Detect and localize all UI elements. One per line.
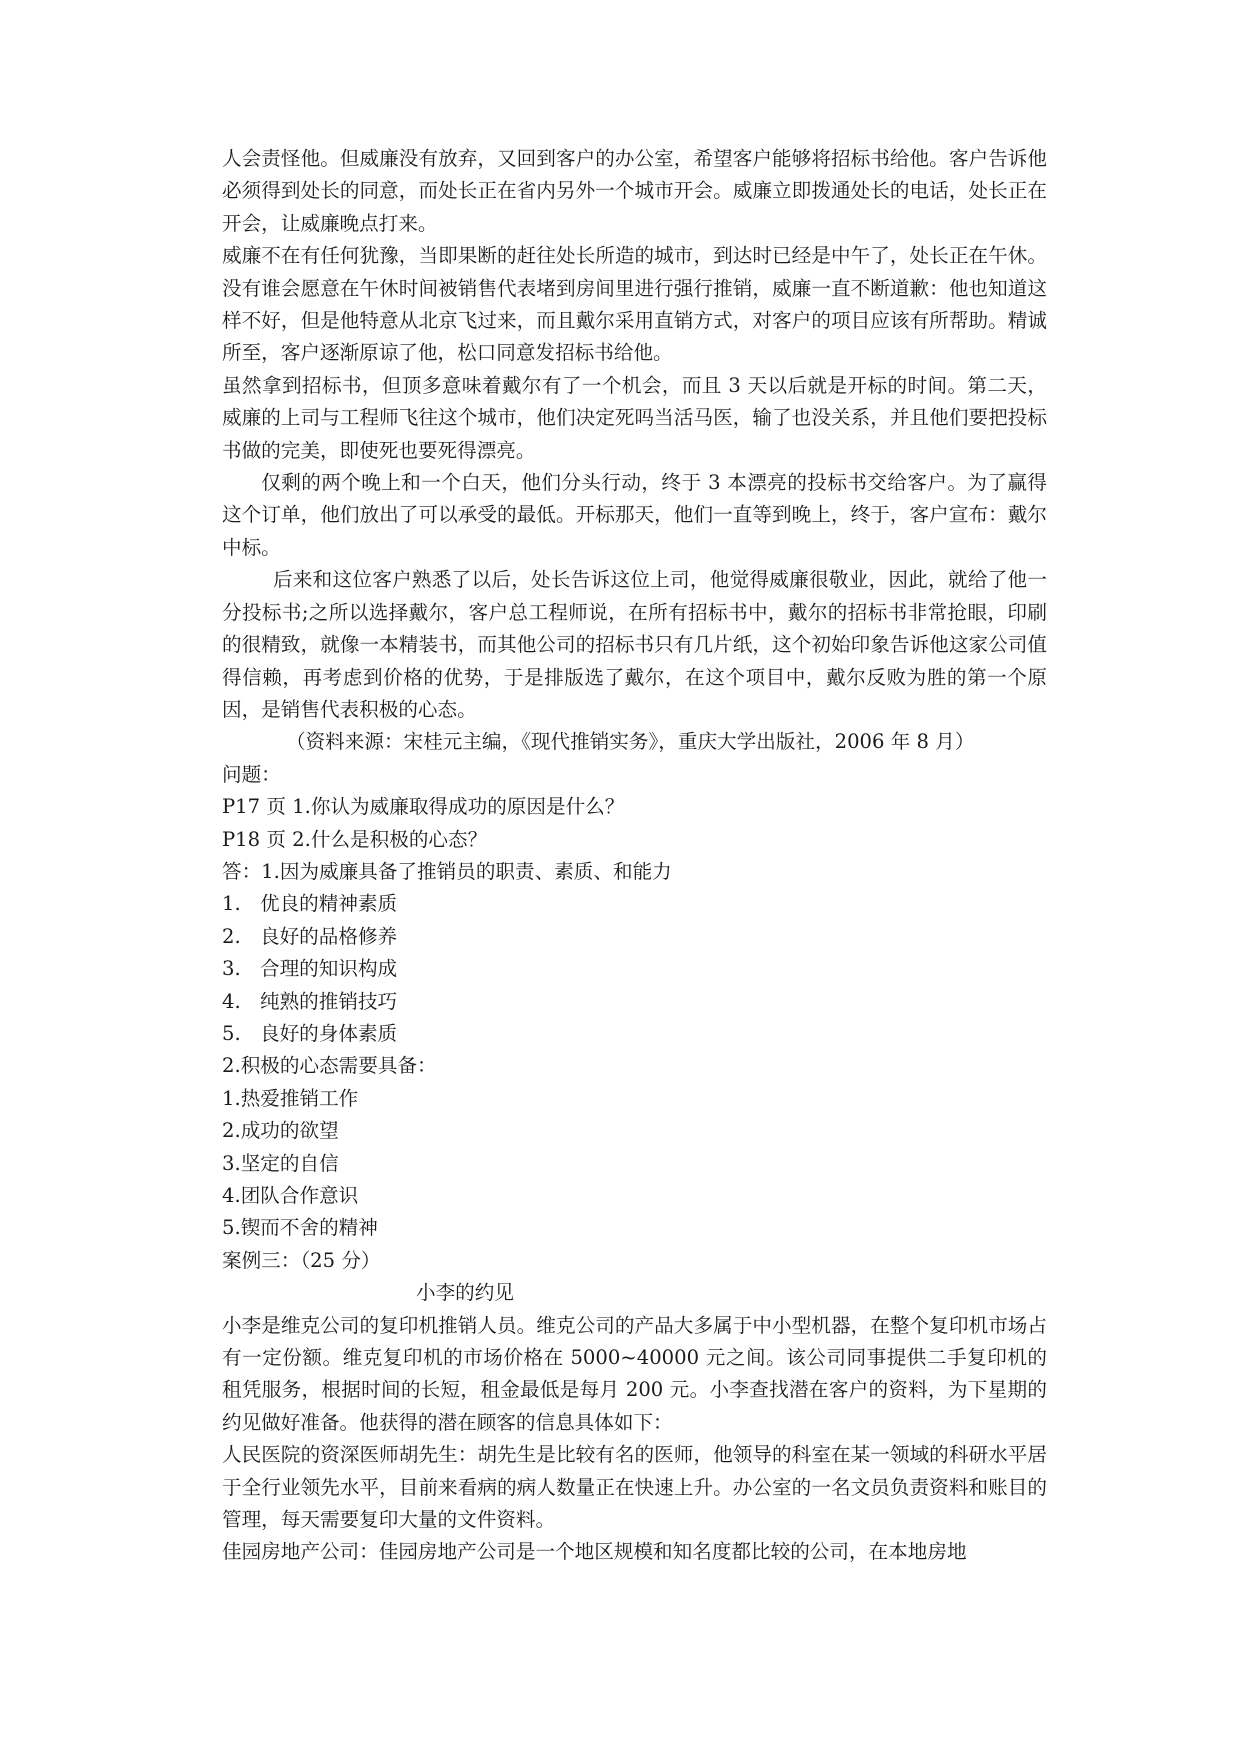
- case3-heading: 案例三：（25 分）: [222, 1248, 381, 1272]
- paragraph: 佳园房地产公司：佳园房地产公司是一个地区规模和知名度都比较的公司，在本地房地: [222, 1540, 967, 1564]
- answer2-heading: 2.积极的心态需要具备：: [222, 1054, 437, 1078]
- list-number: 2.: [222, 924, 241, 948]
- list-item: 1.热爱推销工作: [222, 1086, 359, 1110]
- list-item: [222, 921, 1047, 953]
- list-number: 5.: [222, 1021, 241, 1045]
- document-page: [222, 143, 1047, 1569]
- paragraph: 人会责怪他。但威廉没有放弃，又回到客户的办公室，希望客户能够将招标书给他。客户告诉他必须得到处长的同意，而处长正在省内另外一个城市开会。威廉立即拨通处长的电话，处长正在开会，让威廉晚点打来。: [222, 147, 1047, 235]
- paragraph: 威廉不在有任何犹豫，当即果断的赶往处长所造的城市，到达时已经是中午了，处长正在午休。没有谁会愿意在午休时间被销售代表堵到房间里进行强行推销，威廉一直不断道歉：他也知道这样不好，但是他特意从北京飞过来，而且戴尔采用直销方式，对客户的项目应该有所帮助。精诚所至，客户逐渐原谅了他，松口同意发招标书给他。: [222, 244, 1047, 365]
- paragraph: 虽然拿到招标书，但顶多意味着戴尔有了一个机会，而且 3 天以后就是开标的时间。第二天，威廉的上司与工程师飞往这个城市，他们决定死吗当活马医，输了也没关系，并且他们要把投标书做的完美，即使死也要死得漂亮。: [222, 373, 1047, 462]
- paragraph: 小李是维克公司的复印机推销人员。维克公司的产品大多属于中小型机器，在整个复印机市场占有一定份额。维克复印机的市场价格在 5000~40000 元之间。该公司同事提供二手复印机的租凭服务，根据时间的长短，租金最低是每月 200 元。小李查找潜在客户的资料，为下星期的约见做好准备。他获得的潜在顾客的信息具体如下：: [222, 1313, 1047, 1434]
- list-number: 4.: [222, 989, 241, 1013]
- list-text: 良好的身体素质: [260, 1021, 398, 1045]
- answer1-list: [222, 888, 1047, 1050]
- list-item: [222, 1018, 1047, 1050]
- list-text: 良好的品格修养: [260, 924, 398, 948]
- case3-title: 小李的约见: [416, 1281, 514, 1305]
- list-item: 5.锲而不舍的精神: [222, 1216, 378, 1240]
- list-number: 1.: [222, 892, 241, 916]
- question-1: P17 页 1.你认为威廉取得成功的原因是什么？: [222, 795, 625, 819]
- paragraph: 人民医院的资深医师胡先生：胡先生是比较有名的医师，他领导的科室在某一领域的科研水平居于全行业领先水平，目前来看病的病人数量正在快速上升。办公室的一名文员负责资料和账目的管理，每天需要复印大量的文件资料。: [222, 1443, 1047, 1532]
- list-item: [222, 888, 1047, 920]
- list-item: [222, 986, 1047, 1018]
- list-item: 3.坚定的自信: [222, 1151, 339, 1175]
- source-citation: （资料来源：宋桂元主编，《现代推销实务》，重庆大学出版社，2006 年 8 月）: [286, 730, 975, 754]
- list-item: 4.团队合作意识: [222, 1184, 359, 1207]
- list-text: 纯熟的推销技巧: [260, 989, 398, 1013]
- paragraph: 仅剩的两个晚上和一个白天，他们分头行动，终于 3 本漂亮的投标书交给客户。为了赢得这个订单，他们放出了可以承受的最低。开标那天，他们一直等到晚上，终于，客户宣布：戴尔中标。: [222, 471, 1047, 559]
- list-item: [222, 953, 1047, 985]
- question-2: P18 页 2.什么是积极的心态？: [222, 827, 488, 851]
- questions-heading: 问题：: [222, 762, 281, 786]
- answer2-list: [222, 1083, 1047, 1245]
- paragraph: 后来和这位客户熟悉了以后，处长告诉这位上司，他觉得威廉很敬业，因此，就给了他一分投标书;之所以选择戴尔，客户总工程师说，在所有招标书中，戴尔的招标书非常抢眼，印刷的很精致，就像一本精装书，而其他公司的招标书只有几片纸，这个初始印象告诉他这家公司值得信赖，再考虑到价格的优势，于是排版选了戴尔，在这个项目中，戴尔反败为胜的第一个原因，是销售代表积极的心态。: [222, 568, 1047, 721]
- list-item: 2.成功的欲望: [222, 1119, 339, 1143]
- list-text: 合理的知识构成: [260, 957, 398, 981]
- list-number: 3.: [222, 957, 241, 981]
- answer-intro: 答：1.因为威廉具备了推销员的职责、素质、和能力: [222, 859, 672, 883]
- list-text: 优良的精神素质: [260, 892, 398, 916]
